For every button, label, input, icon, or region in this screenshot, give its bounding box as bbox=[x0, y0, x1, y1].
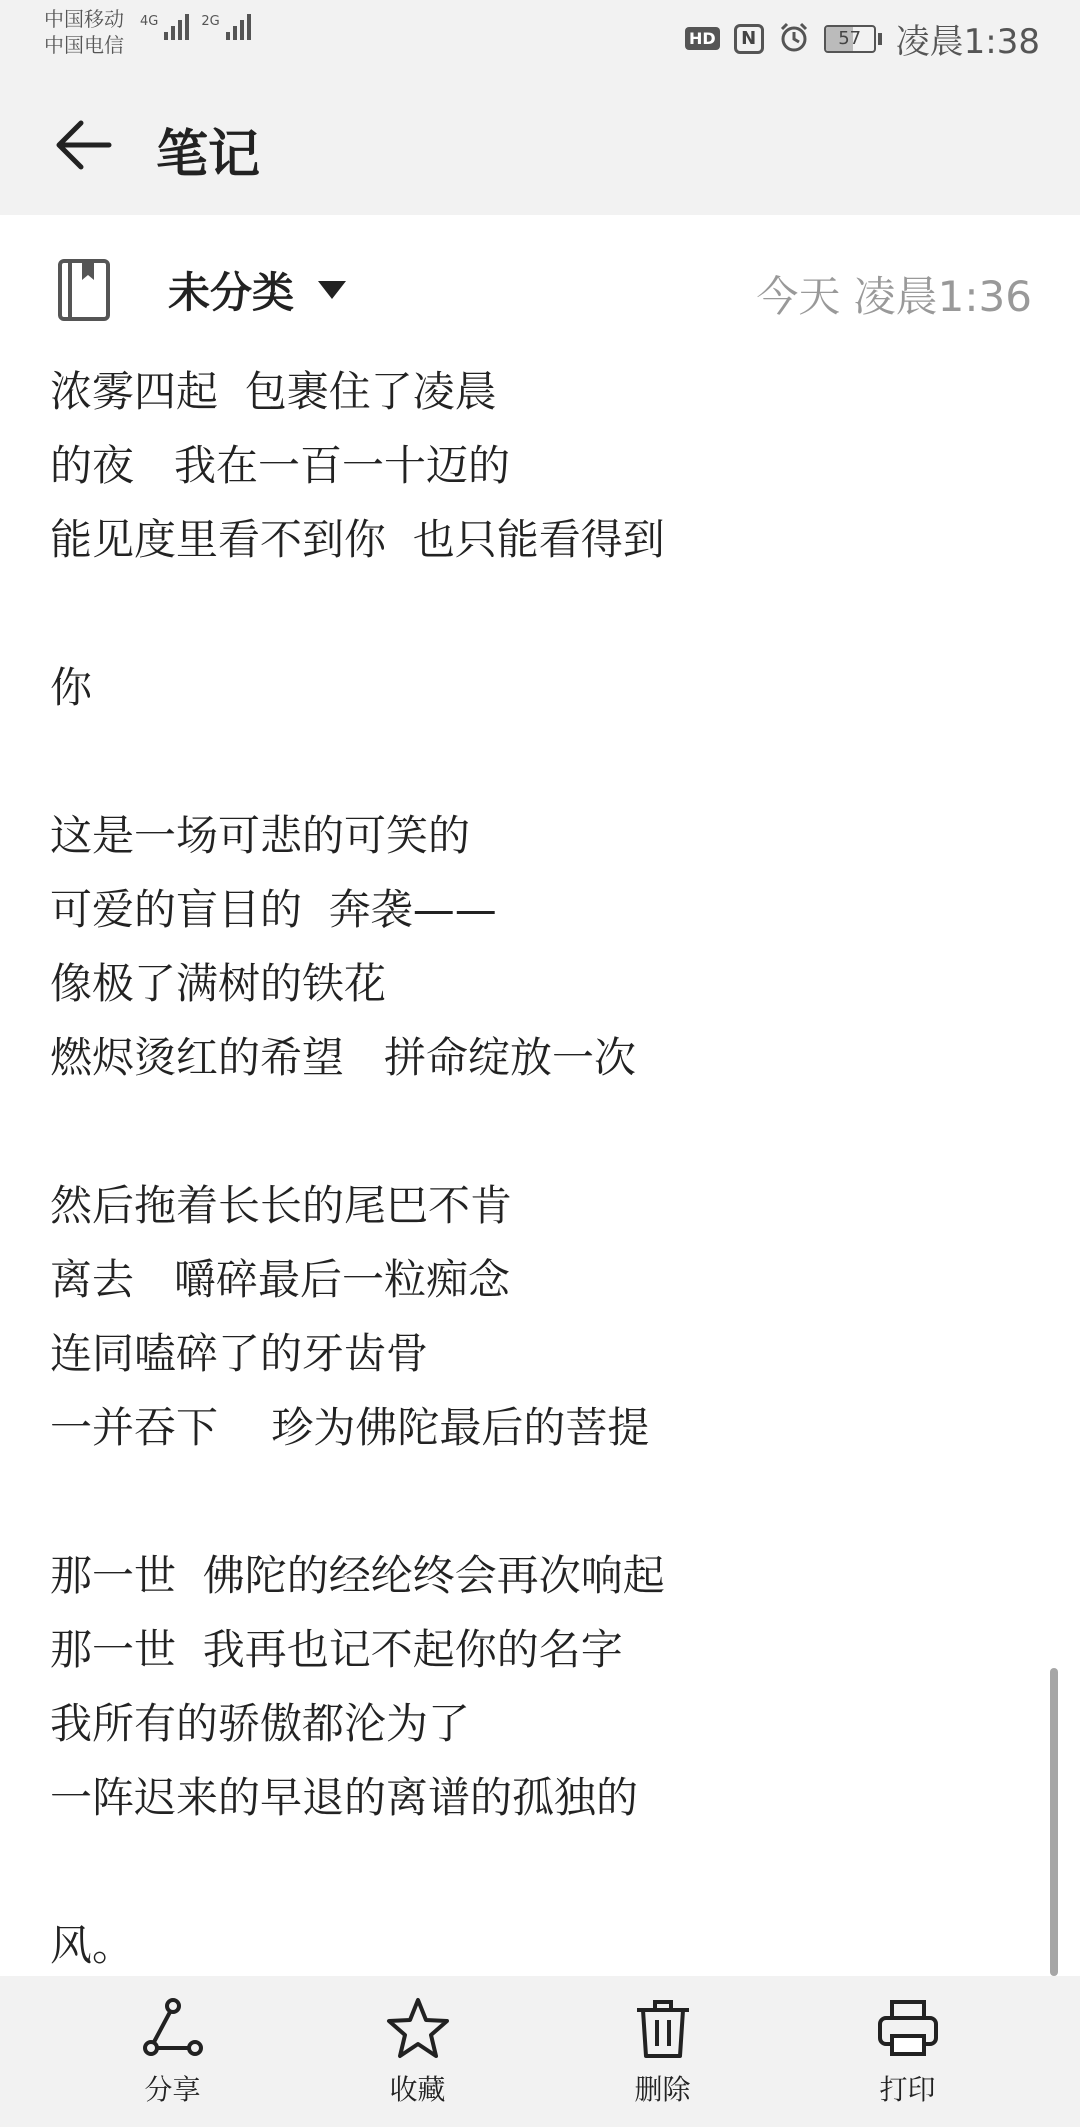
bottom-action-bar bbox=[0, 1976, 1080, 2127]
arrow-left-icon bbox=[53, 115, 113, 175]
category-label: 未分类 bbox=[168, 268, 295, 317]
note-line: 那一世 佛陀的经纶终会再次响起 bbox=[50, 1551, 665, 1600]
category-dropdown[interactable] bbox=[168, 258, 346, 322]
note-line: 你 bbox=[50, 663, 93, 712]
note-line bbox=[50, 1835, 1010, 1909]
note-content[interactable] bbox=[50, 355, 1010, 1983]
note-line: 这是一场可悲的可笑的 bbox=[50, 811, 471, 860]
carrier-2: 中国电信 bbox=[44, 33, 124, 57]
trash-icon bbox=[631, 1996, 695, 2060]
note-line: 那一世 我再也记不起你的名字 bbox=[50, 1625, 623, 1674]
share-button[interactable] bbox=[83, 1996, 263, 2108]
note-line: 燃烬烫红的希望 拼命绽放一次 bbox=[50, 1033, 637, 1082]
delete-label: 删除 bbox=[634, 2072, 691, 2106]
note-line: 连同嗑碎了的牙齿骨 bbox=[50, 1329, 429, 1378]
status-bar bbox=[0, 0, 1080, 70]
scrollbar[interactable] bbox=[1050, 1668, 1058, 1976]
star-icon bbox=[386, 1996, 450, 2060]
battery-percent: 57 bbox=[838, 27, 862, 49]
carrier-1: 中国移动 bbox=[44, 7, 124, 31]
page-title: 笔记 bbox=[156, 125, 261, 185]
note-timestamp: 今天 凌晨1:36 bbox=[756, 272, 1032, 321]
share-label: 分享 bbox=[144, 2072, 201, 2106]
app-bar bbox=[0, 70, 1080, 215]
note-line: 像极了满树的铁花 bbox=[50, 959, 387, 1008]
note-line: 一阵迟来的早退的离谱的孤独的 bbox=[50, 1773, 639, 1822]
caret-down-icon bbox=[318, 281, 346, 299]
note-line: 一并吞下 珍为佛陀最后的菩提 bbox=[50, 1403, 650, 1452]
nfc-icon: N bbox=[734, 24, 764, 54]
note-line bbox=[50, 1465, 1010, 1539]
note-line: 浓雾四起 包裹住了凌晨 bbox=[50, 367, 497, 416]
signal-indicators bbox=[140, 14, 251, 40]
signal-4g-icon bbox=[140, 14, 189, 40]
signal-2g-icon bbox=[201, 14, 250, 40]
note-line bbox=[50, 577, 1010, 651]
note-meta-row bbox=[0, 250, 1080, 330]
note-line: 的夜 我在一百一十迈的 bbox=[50, 441, 511, 490]
note-line: 我所有的骄傲都沦为了 bbox=[50, 1699, 471, 1748]
network-type-1: 4G bbox=[140, 14, 159, 29]
note-line: 离去 嚼碎最后一粒痴念 bbox=[50, 1255, 511, 1304]
print-label: 打印 bbox=[879, 2072, 936, 2106]
back-button[interactable] bbox=[48, 110, 118, 180]
favorite-button[interactable] bbox=[328, 1996, 508, 2108]
notebook-icon[interactable] bbox=[56, 258, 112, 322]
battery-icon bbox=[824, 25, 882, 53]
status-time: 凌晨1:38 bbox=[895, 22, 1040, 62]
alarm-icon bbox=[778, 21, 810, 57]
favorite-label: 收藏 bbox=[389, 2072, 446, 2106]
carrier-info bbox=[44, 6, 124, 58]
note-line: 风。 bbox=[50, 1921, 135, 1970]
hd-icon: HD bbox=[685, 27, 720, 50]
print-button[interactable] bbox=[818, 1996, 998, 2108]
printer-icon bbox=[876, 1996, 940, 2060]
note-line: 然后拖着长长的尾巴不肯 bbox=[50, 1181, 513, 1230]
delete-button[interactable] bbox=[573, 1996, 753, 2108]
note-line: 可爱的盲目的 奔袭—— bbox=[50, 885, 497, 934]
note-line bbox=[50, 725, 1010, 799]
status-right bbox=[685, 14, 1040, 63]
share-icon bbox=[141, 1996, 205, 2060]
note-line: 能见度里看不到你 也只能看得到 bbox=[50, 515, 665, 564]
network-type-2: 2G bbox=[201, 14, 220, 29]
note-line bbox=[50, 1095, 1010, 1169]
